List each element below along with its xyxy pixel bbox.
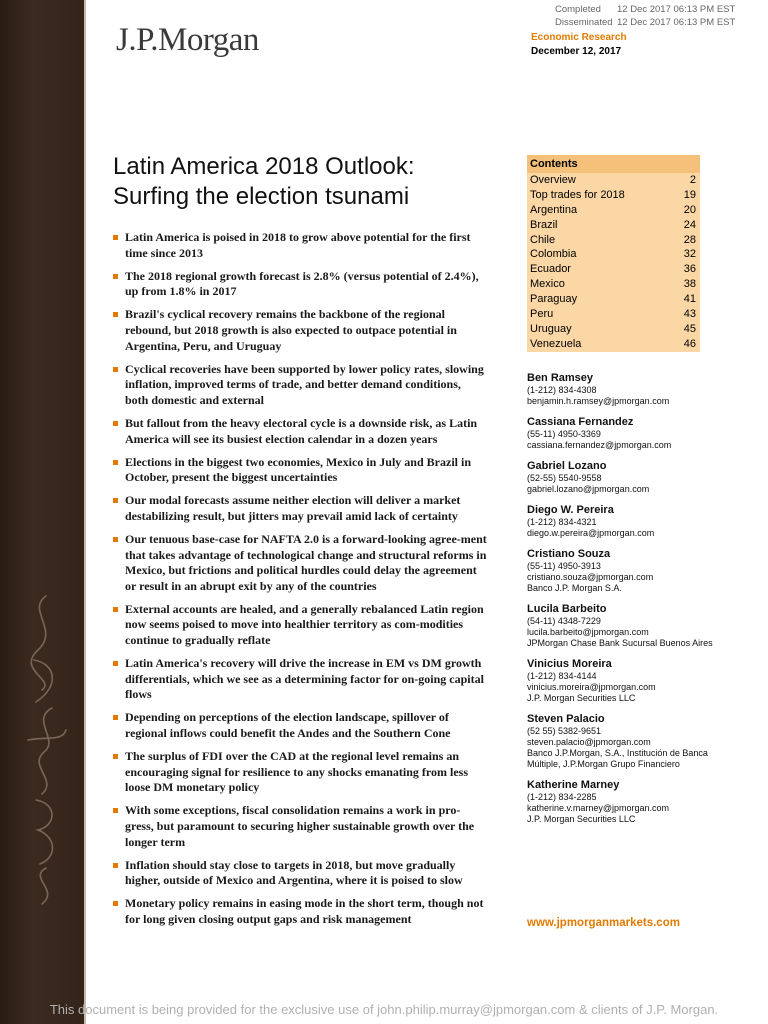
analyst-card	[527, 602, 727, 649]
contents-item-page: 45	[683, 322, 696, 335]
analyst-card	[527, 657, 727, 704]
analyst-entity: Banco J.P. Morgan S.A.	[527, 583, 622, 593]
analyst-email[interactable]: diego.w.pereira@jpmorgan.com	[527, 528, 655, 538]
key-point: Elections in the biggest two economies, Mexico in July and Brazil in October, present the biggest uncertainties	[112, 455, 487, 486]
analyst-phone: (1-212) 834-2285	[527, 792, 597, 802]
contents-item-page: 43	[683, 308, 696, 321]
completed-label: Completed	[555, 4, 601, 15]
contents-item-name: Top trades for 2018	[530, 188, 625, 201]
contents-item-name: Argentina	[530, 203, 578, 216]
contents-item-name: Brazil	[530, 218, 558, 231]
analyst-phone: (1-212) 834-4144	[527, 671, 597, 681]
analyst-name: Diego W. Pereira	[527, 504, 614, 516]
contents-item-name: Peru	[530, 308, 554, 321]
title-line-1: Latin America 2018 Outlook:	[113, 153, 415, 180]
key-point: Inflation should stay close to targets in 2018, but move gradually higher, outside of Mexico and Argentina, where it is poised to slow	[112, 858, 487, 889]
contents-item[interactable]	[527, 173, 700, 188]
analyst-entity: JPMorgan Chase Bank Sucursal Buenos Aires	[527, 638, 713, 648]
key-point: But fallout from the heavy electoral cycle is a downside risk, as Latin America will see its busiest election calendar in a dozen years	[112, 416, 487, 447]
analyst-name: Cassiana Fernandez	[527, 416, 634, 428]
contents-item[interactable]	[527, 307, 700, 322]
contents-item[interactable]	[527, 218, 700, 233]
analyst-card	[527, 459, 727, 495]
key-point: The 2018 regional growth forecast is 2.8% (versus potential of 2.4%), up from 1.8% in 2017	[112, 269, 487, 300]
key-point: Latin America is poised in 2018 to grow above potential for the first time since 2013	[112, 230, 487, 261]
analyst-email[interactable]: katherine.v.marney@jpmorgan.com	[527, 803, 670, 813]
contents-item-page: 36	[683, 263, 696, 276]
contents-item[interactable]	[527, 233, 700, 248]
contents-item[interactable]	[527, 277, 700, 292]
analyst-name: Katherine Marney	[527, 779, 620, 791]
contents-item-page: 41	[683, 293, 696, 306]
contents-item[interactable]	[527, 203, 700, 218]
analyst-phone: (1-212) 834-4321	[527, 517, 597, 527]
key-point: Monetary policy remains in easing mode in the short term, though not for long given closing output gaps and risk management	[112, 896, 487, 927]
analyst-card	[527, 371, 727, 407]
key-point: Our modal forecasts assume neither election will deliver a market destabilizing result, but jitters may prevail amid lack of certainty	[112, 493, 487, 524]
analyst-entity: J.P. Morgan Securities LLC	[527, 693, 636, 703]
analyst-email[interactable]: vinicius.moreira@jpmorgan.com	[527, 682, 656, 692]
analyst-card	[527, 503, 727, 539]
analyst-phone: (1-212) 834-4308	[527, 385, 597, 395]
key-points-list	[112, 230, 487, 935]
analyst-name: Vinicius Moreira	[527, 658, 612, 670]
analyst-email[interactable]: benjamin.h.ramsey@jpmorgan.com	[527, 396, 670, 406]
analyst-email[interactable]: cassiana.fernandez@jpmorgan.com	[527, 440, 672, 450]
analyst-name: Lucila Barbeito	[527, 603, 607, 615]
completed-value: 12 Dec 2017 06:13 PM EST	[617, 4, 736, 15]
contents-item-name: Uruguay	[530, 322, 572, 335]
analyst-card	[527, 547, 727, 594]
analyst-email[interactable]: cristiano.souza@jpmorgan.com	[527, 572, 654, 582]
contents-item-page: 46	[683, 337, 696, 350]
dissemination-meta	[555, 3, 735, 29]
analyst-entity: Banco J.P.Morgan, S.A., Institución de Banca Múltiple, J.P.Morgan Grupo Financiero	[527, 748, 708, 769]
website-link[interactable]: www.jpmorganmarkets.com	[527, 917, 680, 929]
analyst-card	[527, 778, 727, 825]
key-point: Latin America's recovery will drive the increase in EM vs DM growth differentials, which we see as a determining factor for on-going capital flows	[112, 656, 487, 703]
analyst-card	[527, 712, 727, 770]
analyst-name: Steven Palacio	[527, 713, 605, 725]
analyst-phone: (55-11) 4950-3369	[527, 429, 601, 439]
analyst-phone: (52-55) 5540-9558	[527, 473, 602, 483]
contents-item-page: 2	[689, 174, 696, 186]
key-point: Cyclical recoveries have been supported by lower policy rates, slowing inflation, improved terms of trade, and better demand conditions, both domestic and external	[112, 362, 487, 409]
contents-item-name: Colombia	[530, 248, 577, 261]
analyst-phone: (52 55) 5382-9651	[527, 726, 602, 736]
key-point: With some exceptions, fiscal consolidation remains a work in pro-gress, but paramount to securing higher sustainable growth over the longer term	[112, 803, 487, 850]
analyst-email[interactable]: steven.palacio@jpmorgan.com	[527, 737, 651, 747]
contents-item[interactable]	[527, 337, 700, 352]
analyst-phone: (55-11) 4950-3913	[527, 561, 601, 571]
jpmorgan-logo: J.P.Morgan	[116, 22, 259, 58]
analyst-name: Ben Ramsey	[527, 372, 594, 384]
contents-item[interactable]	[527, 247, 700, 262]
table-of-contents	[527, 155, 700, 352]
department-label: Economic Research	[531, 32, 627, 43]
decorative-sidebar	[0, 0, 84, 1024]
footer-disclaimer: This document is being provided for the exclusive use of john.philip.murray@jpmorgan.com & clients of J.P. Morgan.	[49, 1002, 719, 1017]
contents-item-name: Ecuador	[530, 263, 571, 276]
analyst-email[interactable]: gabriel.lozano@jpmorgan.com	[527, 484, 650, 494]
contents-item-name: Mexico	[530, 278, 565, 291]
contents-item-page: 19	[683, 188, 696, 201]
analyst-entity: J.P. Morgan Securities LLC	[527, 814, 636, 824]
disseminated-label: Disseminated	[555, 17, 613, 28]
key-point: Brazil's cyclical recovery remains the backbone of the regional rebound, but 2018 growth is also expected to outpace potential in Argentina, Peru, and Uruguay	[112, 307, 487, 354]
contents-item-page: 28	[683, 233, 696, 246]
disseminated-value: 12 Dec 2017 06:13 PM EST	[617, 17, 736, 28]
contents-item-page: 24	[683, 218, 696, 231]
analyst-name: Gabriel Lozano	[527, 460, 607, 472]
publication-date: December 12, 2017	[531, 46, 622, 57]
sidebar-border	[84, 0, 86, 1024]
contents-item-page: 32	[683, 248, 696, 261]
key-point: The surplus of FDI over the CAD at the regional level remains an encouraging signal for resilience to any shocks emanating from less loose DM monetary policy	[112, 749, 487, 796]
contents-item-name: Paraguay	[530, 293, 578, 306]
analyst-card	[527, 415, 727, 451]
key-point: External accounts are healed, and a generally rebalanced Latin region now seems poised to move into healthier territory as com-modities continue to gradually reflate	[112, 602, 487, 649]
analyst-name: Cristiano Souza	[527, 548, 611, 560]
jpmorgan-signature-watermark	[16, 590, 76, 910]
contents-item[interactable]	[527, 262, 700, 277]
key-point: Our tenuous base-case for NAFTA 2.0 is a forward-looking agree-ment that takes advantage of technological change and structural reforms in Mexico, but frictions and political hurdles could delay the agreement or result in an abrupt exit by any of the countries	[112, 532, 487, 594]
contents-item[interactable]	[527, 188, 700, 203]
report-title	[113, 152, 415, 212]
contents-item-page: 38	[683, 278, 696, 291]
contents-item[interactable]	[527, 322, 700, 337]
analyst-contacts	[527, 371, 727, 833]
analyst-email[interactable]: lucila.barbeito@jpmorgan.com	[527, 627, 649, 637]
contents-item-name: Venezuela	[530, 337, 582, 350]
title-line-2: Surfing the election tsunami	[113, 183, 410, 210]
contents-item-name: Overview	[530, 174, 576, 186]
contents-item-name: Chile	[530, 233, 556, 246]
contents-item[interactable]	[527, 292, 700, 307]
contents-heading: Contents	[527, 155, 700, 173]
contents-item-page: 20	[683, 203, 696, 216]
key-point: Depending on perceptions of the election landscape, spillover of regional inflows could benefit the Andes and the Southern Cone	[112, 710, 487, 741]
analyst-phone: (54-11) 4348-7229	[527, 616, 601, 626]
